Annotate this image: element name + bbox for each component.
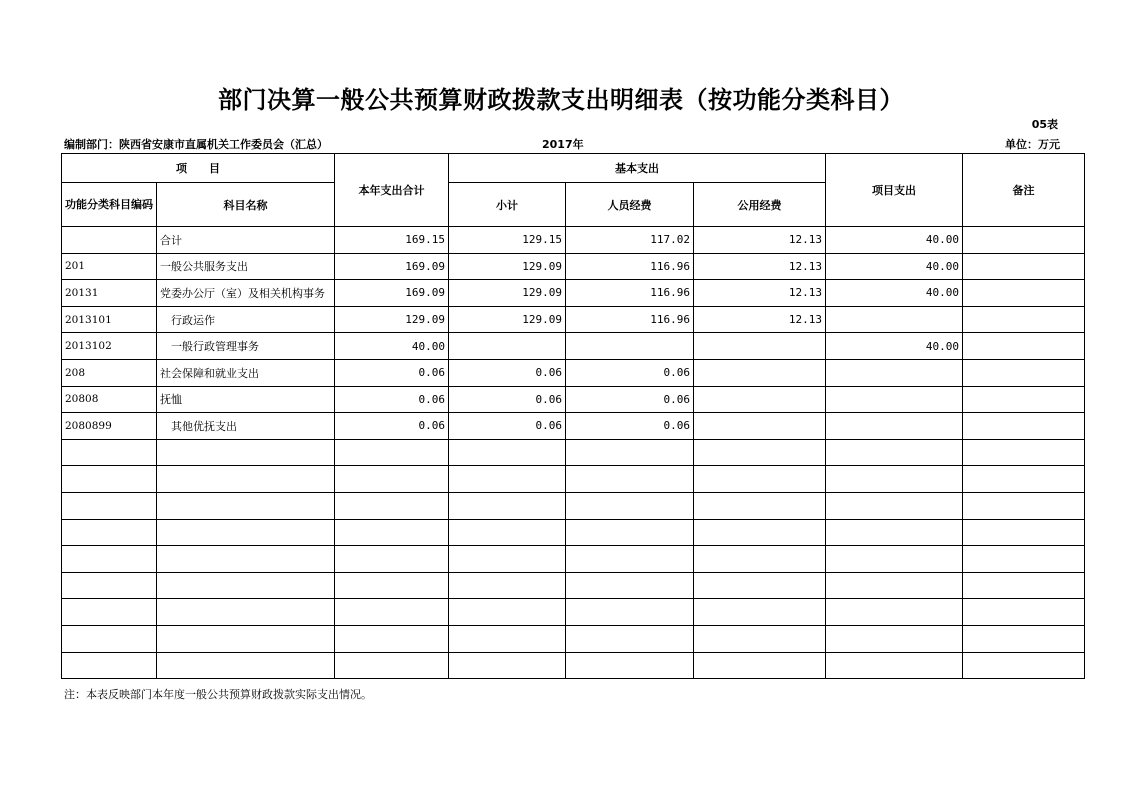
table-row <box>62 280 1085 307</box>
table-number: 05表 <box>1031 118 1058 131</box>
cell-total <box>335 625 449 652</box>
cell-code: 208 <box>62 359 157 386</box>
header-subtotal: 小计 <box>449 183 566 227</box>
cell-public: 12.13 <box>694 253 826 280</box>
cell-project <box>826 572 963 599</box>
table-row <box>62 439 1085 466</box>
table-row <box>62 466 1085 493</box>
cell-remark <box>963 652 1085 679</box>
cell-project: 40.00 <box>826 227 963 254</box>
cell-personnel: 0.06 <box>566 359 694 386</box>
cell-subtotal: 129.09 <box>449 306 566 333</box>
unit-label: 单位：万元 <box>1005 138 1060 151</box>
cell-public <box>694 599 826 626</box>
cell-code: 20808 <box>62 386 157 413</box>
cell-project <box>826 466 963 493</box>
cell-project: 40.00 <box>826 333 963 360</box>
cell-public <box>694 519 826 546</box>
cell-personnel: 116.96 <box>566 280 694 307</box>
header-total: 本年支出合计 <box>335 154 449 227</box>
cell-project <box>826 519 963 546</box>
cell-name: 其他优抚支出 <box>157 413 335 440</box>
cell-public <box>694 386 826 413</box>
prepared-by-department: 编制部门：陕西省安康市直属机关工作委员会（汇总） <box>64 138 328 151</box>
fiscal-year: 2017年 <box>542 138 584 151</box>
cell-remark <box>963 333 1085 360</box>
cell-total <box>335 439 449 466</box>
cell-subtotal: 129.09 <box>449 253 566 280</box>
cell-public <box>694 413 826 440</box>
cell-name <box>157 625 335 652</box>
cell-total <box>335 599 449 626</box>
cell-personnel: 0.06 <box>566 386 694 413</box>
cell-name <box>157 519 335 546</box>
cell-personnel <box>566 519 694 546</box>
cell-subtotal <box>449 572 566 599</box>
cell-project: 40.00 <box>826 253 963 280</box>
cell-public <box>694 466 826 493</box>
table-row <box>62 546 1085 573</box>
cell-total: 129.09 <box>335 306 449 333</box>
cell-personnel <box>566 599 694 626</box>
cell-total <box>335 652 449 679</box>
cell-name <box>157 546 335 573</box>
table-row <box>62 519 1085 546</box>
cell-public: 12.13 <box>694 306 826 333</box>
cell-public <box>694 492 826 519</box>
cell-public: 12.13 <box>694 280 826 307</box>
cell-total <box>335 519 449 546</box>
cell-project <box>826 546 963 573</box>
cell-code <box>62 492 157 519</box>
cell-project <box>826 413 963 440</box>
cell-total <box>335 572 449 599</box>
cell-total <box>335 466 449 493</box>
cell-subtotal: 0.06 <box>449 386 566 413</box>
cell-subtotal <box>449 519 566 546</box>
cell-public <box>694 546 826 573</box>
cell-subtotal <box>449 625 566 652</box>
header-basic: 基本支出 <box>449 154 826 183</box>
cell-remark <box>963 413 1085 440</box>
header-public: 公用经费 <box>694 183 826 227</box>
cell-project <box>826 386 963 413</box>
cell-remark <box>963 359 1085 386</box>
cell-subtotal <box>449 599 566 626</box>
cell-personnel <box>566 625 694 652</box>
cell-total: 169.09 <box>335 280 449 307</box>
cell-public <box>694 333 826 360</box>
header-project: 项目支出 <box>826 154 963 227</box>
cell-name <box>157 652 335 679</box>
cell-name <box>157 492 335 519</box>
cell-personnel <box>566 546 694 573</box>
cell-personnel: 116.96 <box>566 306 694 333</box>
cell-personnel <box>566 466 694 493</box>
cell-remark <box>963 519 1085 546</box>
cell-project <box>826 359 963 386</box>
table-row <box>62 572 1085 599</box>
cell-name: 社会保障和就业支出 <box>157 359 335 386</box>
cell-subtotal <box>449 546 566 573</box>
cell-project <box>826 439 963 466</box>
cell-name: 一般公共服务支出 <box>157 253 335 280</box>
table-row <box>62 625 1085 652</box>
cell-name: 抚恤 <box>157 386 335 413</box>
cell-remark <box>963 599 1085 626</box>
cell-code <box>62 466 157 493</box>
header-remark: 备注 <box>963 154 1085 227</box>
cell-subtotal <box>449 466 566 493</box>
cell-public: 12.13 <box>694 227 826 254</box>
cell-total: 0.06 <box>335 359 449 386</box>
cell-public <box>694 439 826 466</box>
header-item: 项 目 <box>62 154 335 183</box>
cell-name <box>157 572 335 599</box>
cell-name <box>157 439 335 466</box>
cell-total: 169.09 <box>335 253 449 280</box>
cell-code <box>62 599 157 626</box>
cell-total <box>335 546 449 573</box>
footnote: 注：本表反映部门本年度一般公共预算财政拨款实际支出情况。 <box>64 688 372 701</box>
cell-remark <box>963 466 1085 493</box>
cell-project: 40.00 <box>826 280 963 307</box>
cell-code: 20131 <box>62 280 157 307</box>
cell-subtotal: 129.15 <box>449 227 566 254</box>
cell-remark <box>963 280 1085 307</box>
table-row <box>62 333 1085 360</box>
cell-code <box>62 572 157 599</box>
cell-total <box>335 492 449 519</box>
cell-personnel: 116.96 <box>566 253 694 280</box>
cell-project <box>826 652 963 679</box>
cell-code <box>62 652 157 679</box>
cell-name: 合计 <box>157 227 335 254</box>
cell-public <box>694 625 826 652</box>
cell-project <box>826 306 963 333</box>
cell-remark <box>963 306 1085 333</box>
cell-subtotal <box>449 492 566 519</box>
cell-project <box>826 492 963 519</box>
table-row <box>62 306 1085 333</box>
cell-remark <box>963 572 1085 599</box>
table-row <box>62 253 1085 280</box>
page-title: 部门决算一般公共预算财政拨款支出明细表（按功能分类科目） <box>218 86 904 114</box>
cell-name <box>157 466 335 493</box>
cell-project <box>826 625 963 652</box>
meta-row <box>64 136 1060 150</box>
table-row <box>62 492 1085 519</box>
cell-project <box>826 599 963 626</box>
cell-personnel <box>566 652 694 679</box>
cell-subtotal <box>449 439 566 466</box>
table-row <box>62 413 1085 440</box>
cell-total: 0.06 <box>335 386 449 413</box>
cell-personnel: 0.06 <box>566 413 694 440</box>
cell-code <box>62 519 157 546</box>
cell-name: 一般行政管理事务 <box>157 333 335 360</box>
cell-name <box>157 599 335 626</box>
cell-subtotal: 129.09 <box>449 280 566 307</box>
cell-code <box>62 227 157 254</box>
cell-code <box>62 546 157 573</box>
cell-remark <box>963 227 1085 254</box>
header-code: 功能分类科目编码 <box>62 183 157 227</box>
cell-subtotal: 0.06 <box>449 359 566 386</box>
cell-remark <box>963 492 1085 519</box>
cell-total: 169.15 <box>335 227 449 254</box>
cell-code <box>62 625 157 652</box>
header-personnel: 人员经费 <box>566 183 694 227</box>
cell-code: 2013101 <box>62 306 157 333</box>
cell-public <box>694 359 826 386</box>
cell-personnel <box>566 572 694 599</box>
cell-code: 201 <box>62 253 157 280</box>
cell-remark <box>963 386 1085 413</box>
cell-subtotal: 0.06 <box>449 413 566 440</box>
cell-subtotal <box>449 652 566 679</box>
table-row <box>62 359 1085 386</box>
expenditure-table <box>61 153 1085 679</box>
cell-remark <box>963 439 1085 466</box>
cell-code: 2013102 <box>62 333 157 360</box>
cell-remark <box>963 625 1085 652</box>
cell-public <box>694 652 826 679</box>
table-row <box>62 227 1085 254</box>
cell-code <box>62 439 157 466</box>
cell-remark <box>963 546 1085 573</box>
cell-public <box>694 572 826 599</box>
table-row <box>62 386 1085 413</box>
table-body <box>62 227 1085 679</box>
table-header <box>62 154 1085 227</box>
cell-total: 0.06 <box>335 413 449 440</box>
table-row <box>62 599 1085 626</box>
cell-remark <box>963 253 1085 280</box>
cell-personnel <box>566 439 694 466</box>
cell-code: 2080899 <box>62 413 157 440</box>
cell-name: 行政运作 <box>157 306 335 333</box>
cell-personnel <box>566 492 694 519</box>
cell-personnel <box>566 333 694 360</box>
cell-name: 党委办公厅（室）及相关机构事务 <box>157 280 335 307</box>
table-row <box>62 652 1085 679</box>
header-name: 科目名称 <box>157 183 335 227</box>
cell-subtotal <box>449 333 566 360</box>
cell-personnel: 117.02 <box>566 227 694 254</box>
cell-total: 40.00 <box>335 333 449 360</box>
